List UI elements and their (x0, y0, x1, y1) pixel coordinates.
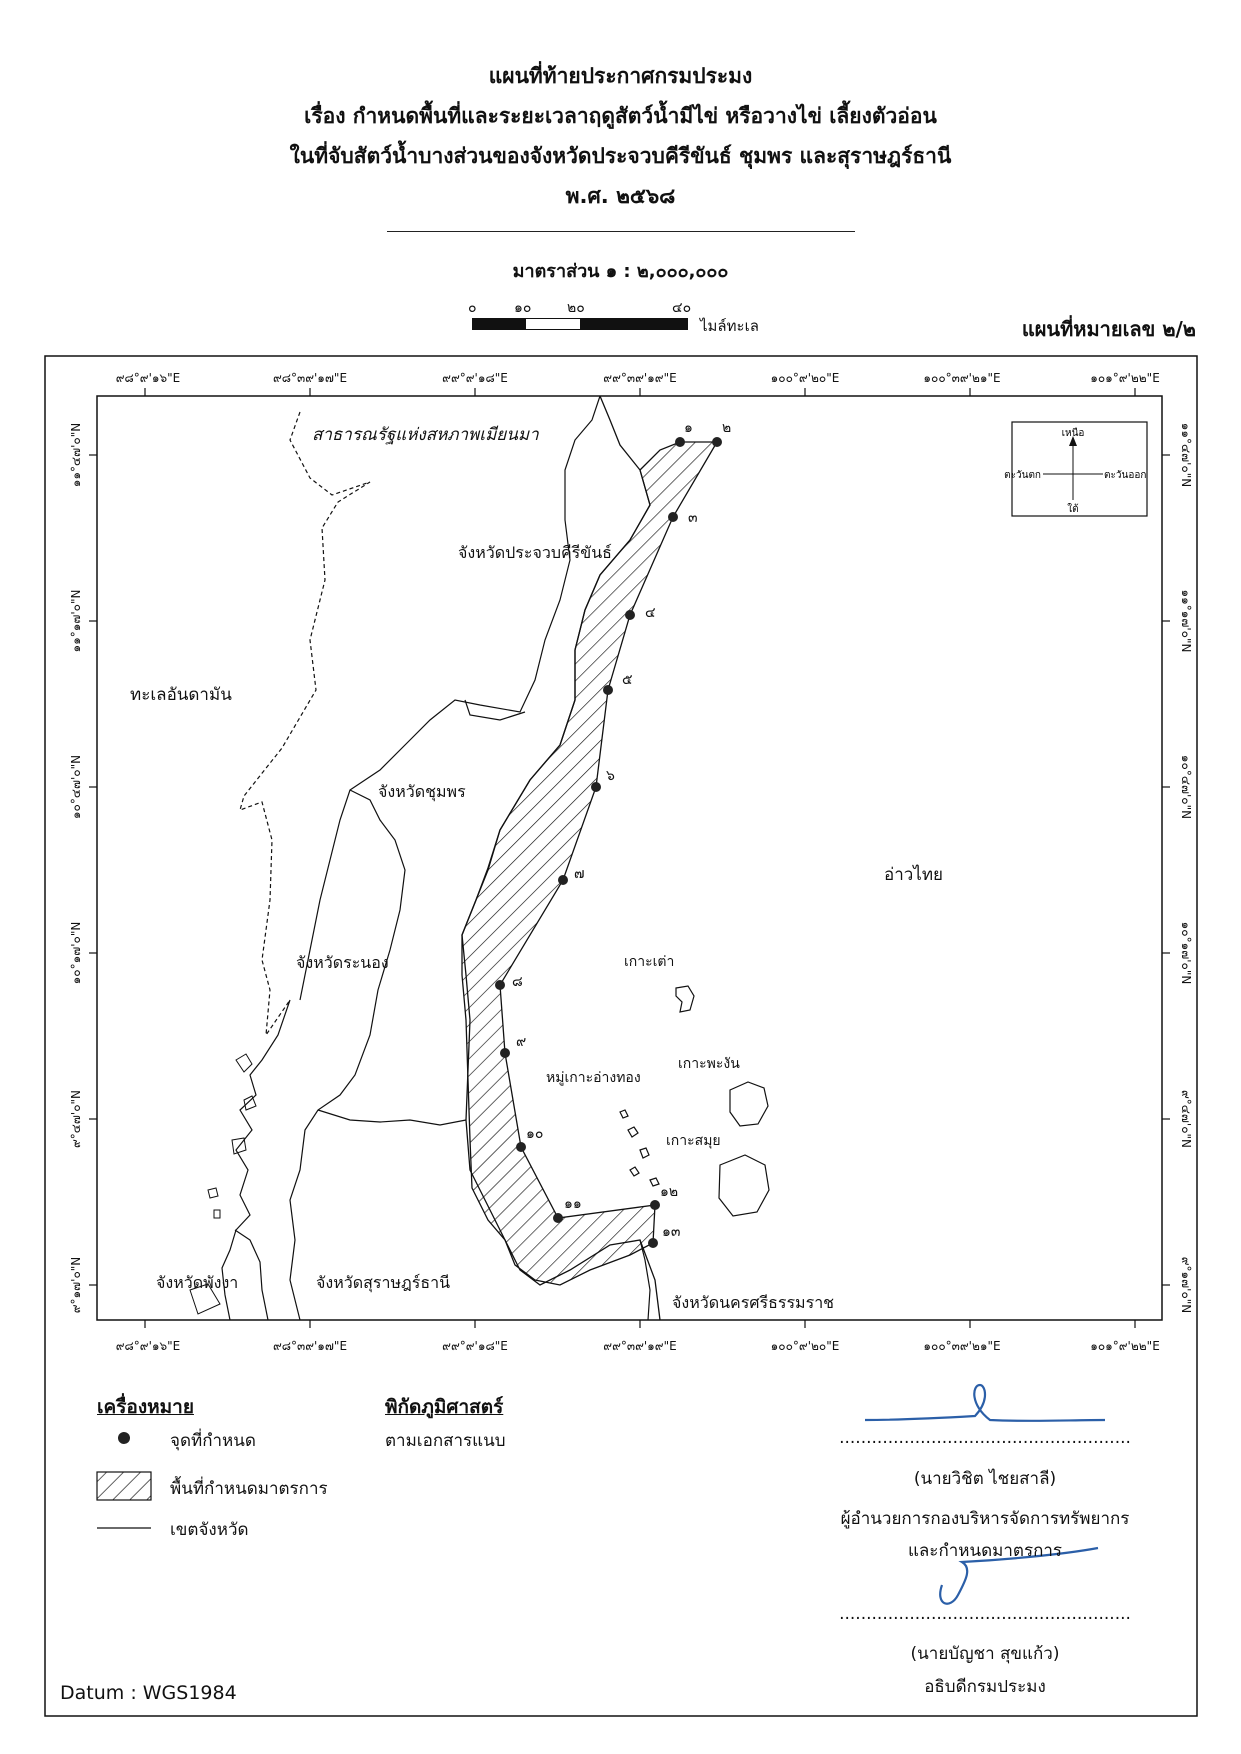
label-prachuap: จังหวัดประจวบคีรีขันธ์ (458, 543, 612, 562)
graticule-bottom-label: ๑๐๐°๙'๒๐"E (770, 1339, 840, 1353)
doc-title: แผนที่ท้ายประกาศกรมประมง (488, 64, 753, 88)
map-frame (97, 396, 1162, 1320)
west-label: ตะวันตก (1004, 470, 1041, 481)
graticule-top-label: ๙๙°๓๙'๑๙"E (603, 371, 677, 385)
scale-tick: ๐ (468, 300, 477, 316)
map-number: แผนที่หมายเลข ๒/๒ (1021, 317, 1196, 341)
legend-boundary-label: เขตจังหวัด (170, 1520, 249, 1540)
graticule-top-label: ๙๘°๓๙'๑๗"E (272, 371, 348, 385)
legend-area-symbol (97, 1472, 151, 1500)
doc-area: ในที่จับสัตว์น้ำบางส่วนของจังหวัดประจวบคีรีขันธ์ ชุมพร และสุราษฎร์ธานี (289, 144, 952, 168)
province-boundaries (235, 396, 650, 1320)
sig1-name: (นายวิชิต ไชยสาลี) (913, 1469, 1057, 1489)
label-chumphon: จังหวัดชุมพร (378, 782, 466, 801)
graticule-left-label: ๙°๔๗'๐"N (69, 1089, 83, 1149)
graticule-bottom-label: ๑๐๐°๓๙'๒๑"E (923, 1339, 1001, 1353)
point-label: ๘ (512, 974, 523, 990)
graticule-ticks (89, 388, 1170, 1328)
graticule-bottom-label: ๙๘°๓๙'๑๗"E (272, 1339, 348, 1353)
graticule-top-label: ๑๐๑°๙'๒๒"E (1090, 371, 1160, 385)
scale-ratio: มาตราส่วน ๑ : ๒,๐๐๐,๐๐๐ (512, 261, 729, 282)
label-ranong: จังหวัดระนอง (296, 953, 389, 972)
graticule-left-label: ๙°๑๗'๐"N (69, 1256, 83, 1314)
graticule-left-label: ๑๑°๔๗'๐"N (69, 422, 83, 488)
graticule-bottom-label: ๙๘°๙'๑๖"E (115, 1339, 181, 1353)
legend-area-label: พื้นที่กำหนดมาตรการ (170, 1479, 328, 1499)
point-label: ๙ (516, 1034, 527, 1050)
graticule-top-label: ๑๐๐°๓๙'๒๑"E (923, 371, 1001, 385)
graticule-left-label: ๑๐°๔๗'๐"N (69, 754, 83, 820)
legend-title: เครื่องหมาย (97, 1396, 194, 1418)
north-label: เหนือ (1061, 428, 1085, 439)
legend-point-symbol (118, 1432, 130, 1444)
graticule-bottom-label: ๙๙°๓๙'๑๙"E (603, 1339, 677, 1353)
gulf-islands (620, 986, 769, 1216)
scale-tick: ๒๐ (567, 300, 585, 316)
scale-unit: ไมล์ทะเล (700, 317, 759, 335)
graticule-right-label: ๑๐°๑๗'๐"N (1179, 921, 1193, 985)
point-label: ๑๐ (526, 1126, 544, 1142)
measure-area (462, 442, 717, 1285)
doc-subject: เรื่อง กำหนดพื้นที่และระยะเวลาฤดูสัตว์น้ำมีไข่ หรือวางไข่ เลี้ยงตัวอ่อน (304, 104, 937, 128)
label-andaman: ทะเลอันดามัน (130, 685, 232, 705)
label-koh-phangan: เกาะพะงัน (678, 1056, 740, 1072)
south-label: ใต้ (1067, 504, 1079, 515)
graticule-left-label: ๑๑°๑๗'๐"N (69, 589, 83, 653)
point-label: ๕ (622, 672, 633, 688)
andaman-coastline (222, 1000, 290, 1320)
signature-1 (865, 1385, 1105, 1421)
north-arrow (1004, 422, 1147, 516)
datum: Datum : WGS1984 (60, 1682, 237, 1704)
graticule-top-label: ๙๙°๙'๑๘"E (442, 371, 508, 385)
graticule-right-label: ๑๐°๔๗'๐"N (1179, 754, 1193, 820)
point-label: ๒ (722, 420, 732, 436)
graticule-right-label: ๙°๑๗'๐"N (1179, 1256, 1193, 1314)
koh-samui-island (719, 1155, 769, 1216)
sig1-title-2: และกำหนดมาตรการ (907, 1541, 1063, 1561)
point-label: ๑๓ (662, 1224, 681, 1240)
sig1-dots: ...................................................... (839, 1428, 1131, 1448)
graticule-right-label: ๑๑°๔๗'๐"N (1179, 422, 1193, 488)
sig1-title: ผู้อำนวยการกองบริหารจัดการทรัพยากร (840, 1509, 1130, 1529)
koh-phangan-island (730, 1082, 768, 1126)
coordinates-text: ตามเอกสารแนบ (385, 1431, 506, 1451)
label-gulf: อ่าวไทย (884, 865, 944, 885)
point-label: ๓ (688, 510, 698, 526)
scale-tick: ๔๐ (672, 300, 692, 316)
point-label: ๑ (684, 420, 693, 436)
label-koh-samui: เกาะสมุย (666, 1133, 721, 1149)
coordinates-title: พิกัดภูมิศาสตร์ (385, 1396, 504, 1418)
sig2-name: (นายบัญชา สุขแก้ว) (910, 1644, 1060, 1664)
sig2-dots: ...................................................... (839, 1604, 1131, 1624)
label-koh-tao: เกาะเต่า (624, 954, 675, 970)
east-label: ตะวันออก (1104, 470, 1147, 481)
point-label: ๑๒ (660, 1184, 679, 1200)
label-myanmar: สาธารณรัฐแห่งสหภาพเมียนมา (312, 425, 539, 445)
graticule-right-label: ๙°๔๗'๐"N (1179, 1089, 1193, 1149)
point-label: ๖ (606, 768, 615, 784)
label-phangnga: จังหวัดพังงา (156, 1273, 239, 1292)
graticule-bottom-label: ๑๐๑°๙'๒๒"E (1090, 1339, 1160, 1353)
label-surat: จังหวัดสุราษฎร์ธานี (316, 1273, 451, 1292)
legend-point-label: จุดที่กำหนด (170, 1431, 256, 1451)
point-label: ๑๑ (564, 1196, 582, 1212)
label-angthong: หมู่เกาะอ่างทอง (546, 1070, 641, 1086)
graticule-left-label: ๑๐°๑๗'๐"N (69, 921, 83, 985)
graticule-top-label: ๙๘°๙'๑๖"E (115, 371, 181, 385)
koh-tao-island (676, 986, 694, 1012)
label-nakhon: จังหวัดนครศรีธรรมราช (672, 1293, 835, 1312)
point-label: ๗ (574, 866, 585, 882)
graticule-right-label: ๑๑°๑๗'๐"N (1179, 589, 1193, 653)
international-border (240, 412, 370, 1035)
sig2-title: อธิบดีกรมประมง (924, 1677, 1046, 1697)
graticule-bottom-label: ๙๙°๙'๑๘"E (442, 1339, 508, 1353)
scale-tick: ๑๐ (514, 300, 532, 316)
point-label: ๔ (645, 605, 656, 621)
doc-year: พ.ศ. ๒๕๖๘ (565, 184, 676, 208)
graticule-top-label: ๑๐๐°๙'๒๐"E (770, 371, 840, 385)
